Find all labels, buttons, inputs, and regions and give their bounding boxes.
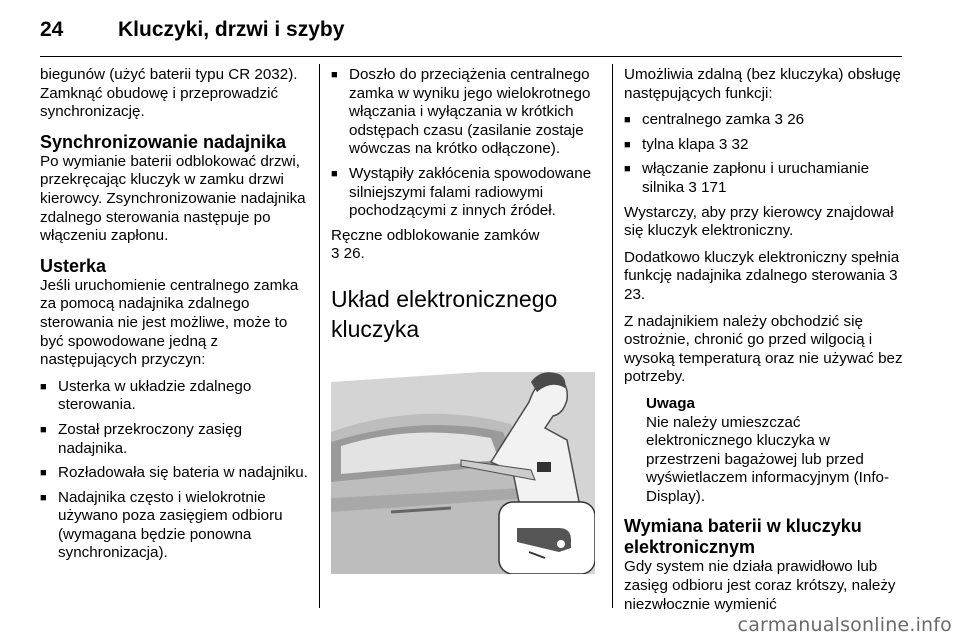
column-1 bbox=[40, 66, 308, 569]
battery-replacement-heading: Wymiana baterii w kluczyku elektronicznym bbox=[624, 516, 862, 558]
fault-heading: Usterka bbox=[40, 255, 107, 276]
battery-replacement-text: Gdy system nie działa prawidłowo lub zasięg odbioru jest coraz krótszy, należy niezwłocznie wymienić bbox=[624, 558, 896, 613]
page-number: 24 bbox=[40, 18, 64, 41]
column-3 bbox=[624, 66, 904, 622]
note-box bbox=[646, 395, 904, 507]
list-item: ■ Został przekroczony zasięg nadajnika. bbox=[40, 421, 308, 458]
paragraph: Dodatkowo kluczyk elektroniczny spełnia funkcję nadajnika zdalnego sterowania 3 23. bbox=[624, 248, 900, 303]
list-item: ■ Rozładowała się bateria w nadajniku. bbox=[40, 464, 308, 483]
features-intro: Umożliwia zdalną (bez kluczyka) obsługę następujących funkcji: bbox=[624, 66, 901, 102]
list-item: ■ centralnego zamka 3 26 bbox=[624, 111, 904, 130]
list-item: ■ Wystąpiły zakłócenia spowodowane silniejszymi falami radiowymi pochodzącymi z innych źródeł. bbox=[331, 165, 603, 221]
column-divider-1 bbox=[319, 64, 320, 608]
manual-unlock-text: Ręczne odblokowanie zamków 3 26. bbox=[331, 226, 540, 263]
list-item: ■ Nadajnika często i wielokrotnie używano poza zasięgiem odbioru (wymagana będzie ponowna synchronizacja). bbox=[40, 489, 308, 563]
car-door-key-illustration-icon bbox=[331, 362, 595, 574]
list-item: ■ Doszło do przeciążenia centralnego zamka w wyniku jego wielokrotnego włączania i wyłączania w krótkich odstępach czasu (zasilanie zostaje wówczas na krótko odłączone). bbox=[331, 66, 603, 159]
list-item: ■ Usterka w układzie zdalnego sterowania. bbox=[40, 378, 308, 415]
fault-cause-list-continued bbox=[331, 66, 603, 221]
list-item: ■ włączanie zapłonu i uruchamianie silnika 3 171 bbox=[624, 160, 904, 197]
paragraph: Z nadajnikiem należy obchodzić się ostrożnie, chronić go przed wilgocią i wysoką temperaturą oraz nie używać bez potrzeby. bbox=[624, 312, 903, 386]
battery-intro-text: biegunów (użyć baterii typu CR 2032). Zamknąć obudowę i przeprowadzić synchronizację. bbox=[40, 66, 298, 121]
fault-text: Jeśli uruchomienie centralnego zamka za pomocą nadajnika zdalnego sterowania nie jest możliwe, może to być spowodowane jedną z następujących przyczyn: bbox=[40, 276, 299, 369]
electronic-key-illustration bbox=[331, 362, 595, 574]
features-list bbox=[624, 111, 904, 197]
sync-heading: Synchronizowanie nadajnika bbox=[40, 131, 287, 152]
column-2 bbox=[331, 66, 603, 574]
note-title: Uwaga bbox=[646, 394, 695, 412]
paragraph: Wystarczy, aby przy kierowcy znajdował się kluczyk elektroniczny. bbox=[624, 203, 894, 240]
note-text: Nie należy umieszczać elektronicznego kluczyka w przestrzeni bagażowej lub przed wyświetlaczem informacyjnym (Info-Display). bbox=[646, 413, 890, 505]
list-item: ■ tylna klapa 3 32 bbox=[624, 136, 904, 155]
watermark: carmanualsonline.info bbox=[737, 614, 952, 636]
fault-cause-list bbox=[40, 378, 308, 563]
page-title: Kluczyki, drzwi i szyby bbox=[118, 18, 345, 41]
column-divider-2 bbox=[612, 64, 613, 608]
page-reference: 3 26. bbox=[331, 245, 365, 263]
header-divider bbox=[40, 56, 902, 57]
section-heading: Układ elektronicznego kluczyka bbox=[331, 285, 558, 342]
sync-text: Po wymianie baterii odblokować drzwi, przekręcając kluczyk w zamku drzwi kierowcy. Zsynchronizowanie nadajnika zdalnego sterowania następuje po włączeniu zapłonu. bbox=[40, 152, 306, 245]
